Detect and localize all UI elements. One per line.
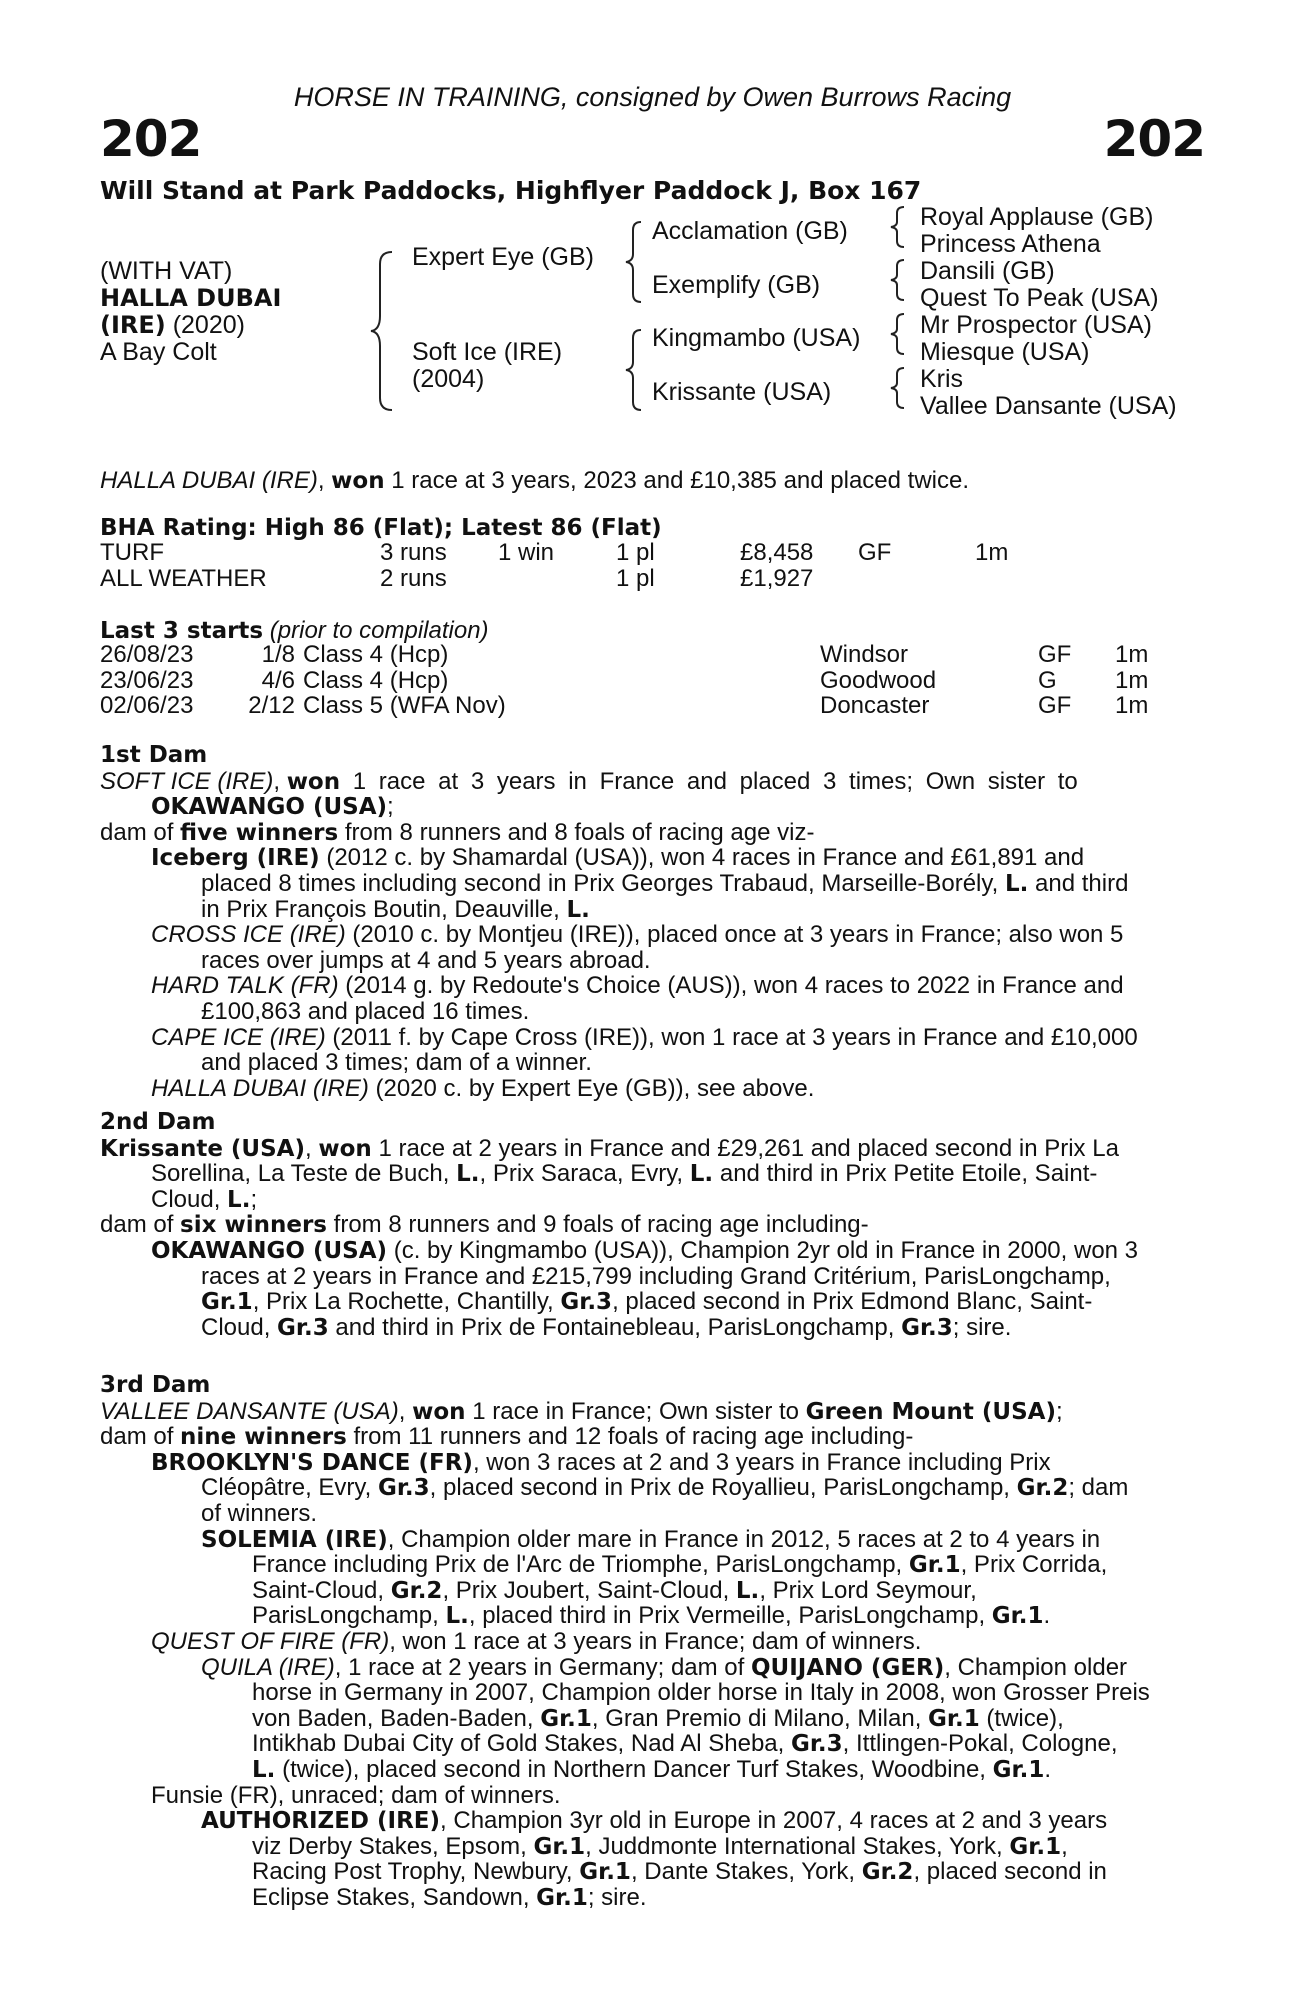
first-dam-line: SOFT ICE (IRE), won 1 race at 3 years in France and placed 3 times; Own sister to <box>100 767 1078 795</box>
produce-okawango-cont: Cloud, Gr.3 and third in Prix de Fontainebleau, ParisLongchamp, Gr.3; sire. <box>201 1313 1012 1341</box>
produce-authorized: AUTHORIZED (IRE), Champion 3yr old in Europe in 2007, 4 races at 2 and 3 years <box>201 1807 1108 1835</box>
produce-brooklyns-dance-cont: of winners. <box>201 1499 318 1527</box>
produce-okawango-cont: races at 2 years in France and £215,799 including Grand Critérium, ParisLongchamp, <box>201 1262 1111 1290</box>
produce-authorized-cont: Racing Post Trophy, Newbury, Gr.1, Dante Stakes, York, Gr.2, placed second in <box>252 1858 1107 1886</box>
dam-sire: Kingmambo (USA) <box>652 324 861 352</box>
dam-dam-sire: Kris <box>920 365 964 393</box>
produce-quila: QUILA (IRE), 1 race at 2 years in Germany; dam of QUIJANO (GER), Champion older <box>201 1653 1128 1681</box>
sire-sire-dam: Princess Athena <box>920 230 1101 258</box>
first-dam-section <box>100 743 1205 1101</box>
dam: Soft Ice (IRE) <box>412 338 563 366</box>
produce-cape-ice: CAPE ICE (IRE) (2011 f. by Cape Cross (IRE)), won 1 race at 3 years in France and £10,000 <box>151 1023 1138 1051</box>
horse-origin-year: (IRE) (2020) <box>100 311 245 339</box>
rating-row-turf: TURF 3 runs 1 win 1 pl £8,458 GF 1m <box>100 539 1009 566</box>
start-row: 26/08/23 1/8 Class 4 (Hcp) Windsor GF 1m <box>100 641 1149 668</box>
dam-sire-sire: Mr Prospector (USA) <box>920 311 1152 339</box>
sire-dam-sire: Dansili (GB) <box>920 257 1055 285</box>
produce-cape-ice-cont: and placed 3 times; dam of a winner. <box>201 1049 592 1077</box>
vat-note: (WITH VAT) <box>100 257 233 285</box>
first-dam-heading: 1st Dam <box>100 742 208 768</box>
produce-cross-ice: CROSS ICE (IRE) (2010 c. by Montjeu (IRE)), placed once at 3 years in France; also won 5 <box>151 921 1124 949</box>
produce-iceberg: Iceberg (IRE) (2012 c. by Shamardal (USA)), won 4 races in France and £61,891 and <box>151 844 1085 872</box>
catalogue-page <box>100 0 1205 2000</box>
rating-table <box>100 540 1205 592</box>
produce-solemia: SOLEMIA (IRE), Champion older mare in France in 2012, 5 races at 2 to 4 years in <box>201 1525 1101 1553</box>
dam-sire-dam: Miesque (USA) <box>920 338 1090 366</box>
produce-okawango-cont: Gr.1, Prix La Rochette, Chantilly, Gr.3, placed second in Prix Edmond Blanc, Saint- <box>201 1288 1093 1316</box>
consignment-header: HORSE IN TRAINING, consigned by Owen Burrows Racing <box>293 82 1012 112</box>
first-dam-line: OKAWANGO (USA); <box>151 793 394 821</box>
produce-quila-cont: L. (twice), placed second in Northern Dancer Turf Stakes, Woodbine, Gr.1. <box>252 1755 1051 1783</box>
third-dam-heading: 3rd Dam <box>100 1372 211 1398</box>
second-dam-heading: 2nd Dam <box>100 1109 216 1135</box>
sire-sire-sire: Royal Applause (GB) <box>920 203 1154 231</box>
horse-name: HALLA DUBAI <box>100 284 282 312</box>
third-dam-produce-intro: dam of nine winners from 11 runners and 12 foals of racing age including- <box>100 1423 914 1451</box>
sire-sire: Acclamation (GB) <box>652 217 848 245</box>
pedigree-brace-main <box>368 250 398 412</box>
second-dam-produce-intro: dam of six winners from 8 runners and 9 foals of racing age including- <box>100 1211 869 1239</box>
second-dam-line: Cloud, L.; <box>151 1185 258 1213</box>
start-row: 23/06/23 4/6 Class 4 (Hcp) Goodwood G 1m <box>100 666 1149 694</box>
produce-authorized-cont: Eclipse Stakes, Sandown, Gr.1; sire. <box>252 1883 647 1911</box>
produce-quest-of-fire: QUEST OF FIRE (FR), won 1 race at 3 years in France; dam of winners. <box>151 1627 922 1655</box>
produce-authorized-cont: viz Derby Stakes, Epsom, Gr.1, Juddmonte International Stakes, York, Gr.1, <box>252 1832 1068 1860</box>
sire-dam: Exemplify (GB) <box>652 271 821 299</box>
start-row: 02/06/23 2/12 Class 5 (WFA Nov) Doncaster GF 1m <box>100 692 1149 720</box>
produce-okawango: OKAWANGO (USA) (c. by Kingmambo (USA)), Champion 2yr old in France in 2000, won 3 <box>151 1236 1139 1264</box>
produce-hard-talk: HARD TALK (FR) (2014 g. by Redoute's Choice (AUS)), won 4 races to 2022 in France and <box>151 972 1124 1000</box>
dam-dam-dam: Vallee Dansante (USA) <box>920 392 1177 420</box>
second-dam-line: Krissante (USA), won 1 race at 2 years in France and £29,261 and placed second in Prix La <box>100 1134 1119 1162</box>
sire-dam-dam: Quest To Peak (USA) <box>920 284 1159 312</box>
produce-solemia-cont: France including Prix de l'Arc de Triomphe, ParisLongchamp, Gr.1, Prix Corrida, <box>252 1551 1108 1579</box>
produce-iceberg-cont: placed 8 times including second in Prix Georges Trabaud, Marseille-Borély, L. and third <box>201 869 1129 897</box>
bha-rating: BHA Rating: High 86 (Flat); Latest 86 (Flat) <box>100 515 662 541</box>
dam-dam: Krissante (USA) <box>652 378 832 406</box>
sire-brace <box>623 220 645 304</box>
horse-sex: A Bay Colt <box>100 338 217 366</box>
brace-dd <box>888 366 910 410</box>
produce-hard-talk-cont: £100,863 and placed 16 times. <box>201 997 530 1025</box>
third-dam-section <box>100 1373 1205 1910</box>
produce-solemia-cont: Saint-Cloud, Gr.2, Prix Joubert, Saint-Cloud, L., Prix Lord Seymour, <box>252 1576 977 1604</box>
last-starts-heading: Last 3 starts (prior to compilation) <box>100 617 489 644</box>
stand-location: Will Stand at Park Paddocks, Highflyer Paddock J, Box 167 <box>100 176 922 205</box>
third-dam-line: VALLEE DANSANTE (USA), won 1 race in France; Own sister to Green Mount (USA); <box>100 1397 1063 1425</box>
race-summary: HALLA DUBAI (IRE), won 1 race at 3 years, 2023 and £10,385 and placed twice. <box>100 467 970 494</box>
brace-ds <box>888 312 910 356</box>
last-starts-table <box>100 642 1205 719</box>
produce-quila-cont: horse in Germany in 2007, Champion older horse in Italy in 2008, won Grosser Preis <box>252 1679 1150 1707</box>
second-dam-section <box>100 1110 1205 1340</box>
lot-number-right: 202 <box>1103 110 1205 168</box>
rating-row-aw: ALL WEATHER 2 runs 1 pl £1,927 <box>100 564 814 592</box>
sire: Expert Eye (GB) <box>412 243 594 271</box>
produce-quila-cont: Intikhab Dubai City of Gold Stakes, Nad Al Sheba, Gr.3, Ittlingen-Pokal, Cologne, <box>252 1730 1118 1758</box>
produce-halla-dubai: HALLA DUBAI (IRE) (2020 c. by Expert Eye (GB)), see above. <box>151 1074 815 1102</box>
produce-brooklyns-dance: BROOKLYN'S DANCE (FR), won 3 races at 2 and 3 years in France including Prix <box>151 1448 1051 1476</box>
lot-number-left: 202 <box>100 110 202 168</box>
produce-funsie: Funsie (FR), unraced; dam of winners. <box>151 1781 561 1809</box>
first-dam-produce-intro: dam of five winners from 8 runners and 8 foals of racing age viz- <box>100 818 815 846</box>
produce-cross-ice-cont: races over jumps at 4 and 5 years abroad. <box>201 946 651 974</box>
dam-brace <box>623 328 645 412</box>
produce-iceberg-cont: in Prix François Boutin, Deauville, L. <box>201 895 590 923</box>
produce-quila-cont: von Baden, Baden-Baden, Gr.1, Gran Premio di Milano, Milan, Gr.1 (twice), <box>252 1704 1064 1732</box>
second-dam-line: Sorellina, La Teste de Buch, L., Prix Saraca, Evry, L. and third in Prix Petite Etoile, Saint- <box>151 1160 1098 1188</box>
dam-year: (2004) <box>412 365 485 393</box>
produce-brooklyns-dance-cont: Cléopâtre, Evry, Gr.3, placed second in Prix de Royallieu, ParisLongchamp, Gr.2; dam <box>201 1474 1129 1502</box>
brace-ss <box>888 205 910 249</box>
produce-solemia-cont: ParisLongchamp, L., placed third in Prix Vermeille, ParisLongchamp, Gr.1. <box>252 1602 1051 1630</box>
brace-sd <box>888 258 910 302</box>
